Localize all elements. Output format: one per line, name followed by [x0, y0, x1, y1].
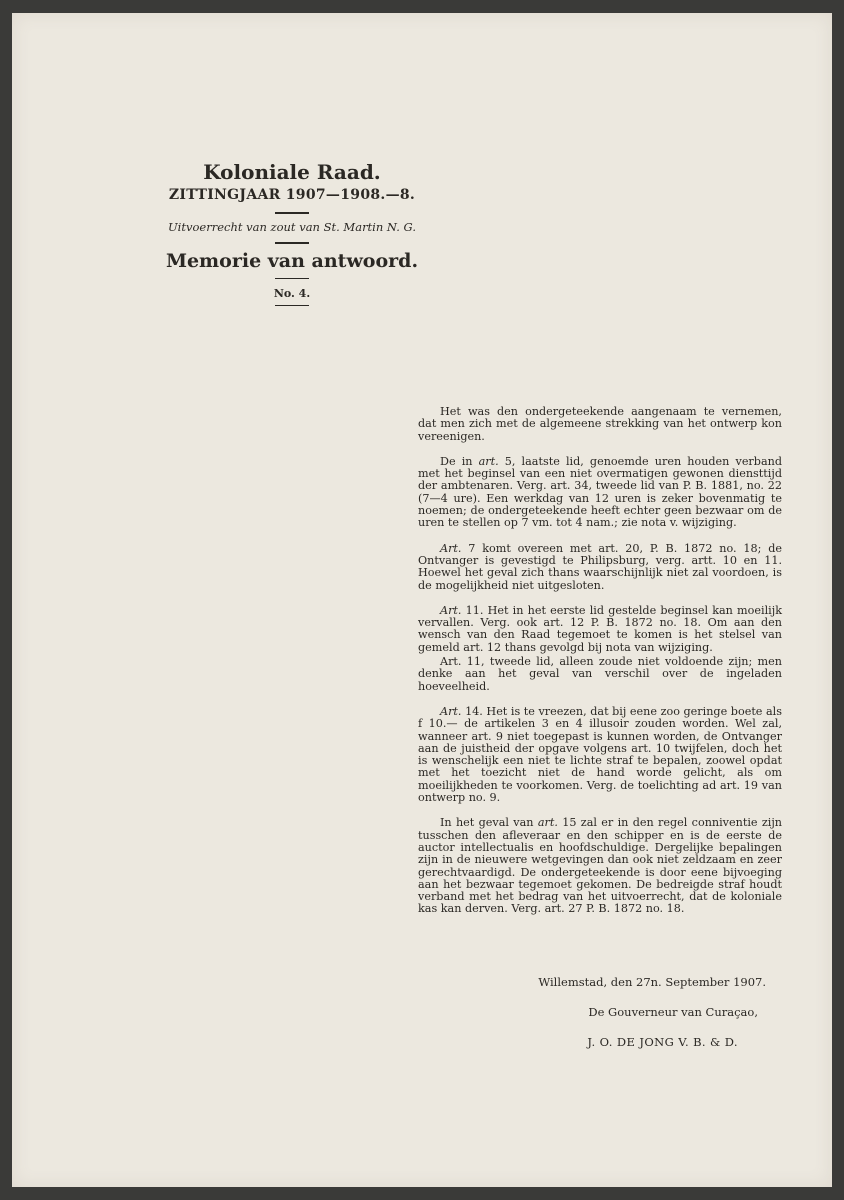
signatory-role: De Gouverneur van Curaçao,: [588, 1005, 758, 1019]
divider-rule: [275, 278, 309, 279]
memorandum-body: [418, 406, 782, 929]
paragraph: Het was den ondergeteekende aangenaam te vernemen, dat men zich met de algemeene strekking van het ontwerp kon vereenigen.: [418, 405, 782, 443]
paragraph: Art. 11, tweede lid, alleen zoude niet voldoende zijn; men denke aan het geval van verschil over de ingeladen hoeveelheid.: [418, 655, 782, 693]
paragraph: Art. 14. Het is te vreezen, dat bij eene zoo geringe boete als f 10.— de artikelen 3 en 4 illusoir zouden worden. Wel zal, wanneer art. 9 niet toegepast is kunnen worden, de Ontvanger aan de juistheid der opgave volgens art. 10 twijfelen, doch het is wenschelijk een niet te lichte straf te bepalen, zoowel opdat met het toezicht niet de hand worde gelicht, als om moeilijkheden te voorkomen. Verg. de toelichting ad art. 19 van ontwerp no. 9.: [418, 704, 782, 805]
session-year: ZITTINGJAAR 1907—1908.—8.: [168, 187, 416, 203]
paragraph: De in art. 5, laatste lid, genoemde uren houden verband met het beginsel van een niet overmatigen gewonen diensttijd der ambtenaren. Verg. art. 34, tweede lid van P. B. 1881, no. 22 (7—4 ure). Een werkdag van 12 uren is zeker bovenmatig te noemen; de ondergeteekende heeft echter geen bezwaar om de uren te stellen op 7 vm. tot 4 nam.; zie nota v. wijziging.: [418, 454, 782, 530]
divider-rule: [275, 212, 309, 214]
paragraph: Art. 7 komt overeen met art. 20, P. B. 1872 no. 18; de Ontvanger is gevestigd te Philipsburg, verg. artt. 10 en 11. Hoewel het geval zich thans waarschijnlijk niet zal voordoen, is de mogelijkheid niet uitgesloten.: [418, 541, 782, 592]
document-header: [122, 160, 462, 314]
council-title: Koloniale Raad.: [203, 160, 381, 184]
signatory-name: J. O. DE JONG V. B. & D.: [587, 1035, 738, 1049]
place-and-date: Willemstad, den 27n. September 1907.: [538, 975, 766, 989]
divider-rule: [275, 242, 309, 244]
bill-subject: Uitvoerrecht van zout van St. Martin N. G.: [167, 220, 416, 234]
document-number: No. 4.: [273, 287, 311, 300]
paragraph: In het geval van art. 15 zal er in den regel conniventie zijn tusschen den afleveraar en den schipper en is de eerste de auctor intellectualis en hoofdschuldige. Dergelijke bepalingen zijn in de nieuwere wetgevingen dan ook niet zeldzaam en zeer gerechtvaardigd. De ondergeteekende is door eene bijvoeging aan het bezwaar tegemoet gekomen. De bedreigde straf houdt verband met het bedrag van het uitvoerrecht, dat de koloniale kas kan derven. Verg. art. 27 P. B. 1872 no. 18.: [418, 816, 782, 916]
document-type-title: Memorie van antwoord.: [165, 250, 419, 272]
document-page: [12, 13, 832, 1187]
paragraph: Art. 11. Het in het eerste lid gestelde beginsel kan moeilijk vervallen. Verg. ook art. 12 P. B. 1872 no. 18. Om aan den wensch van den Raad tegemoet te komen is het stelsel van gemeld art. 12 thans gevolgd bij nota van wijziging.: [418, 603, 782, 654]
divider-rule: [275, 305, 309, 306]
